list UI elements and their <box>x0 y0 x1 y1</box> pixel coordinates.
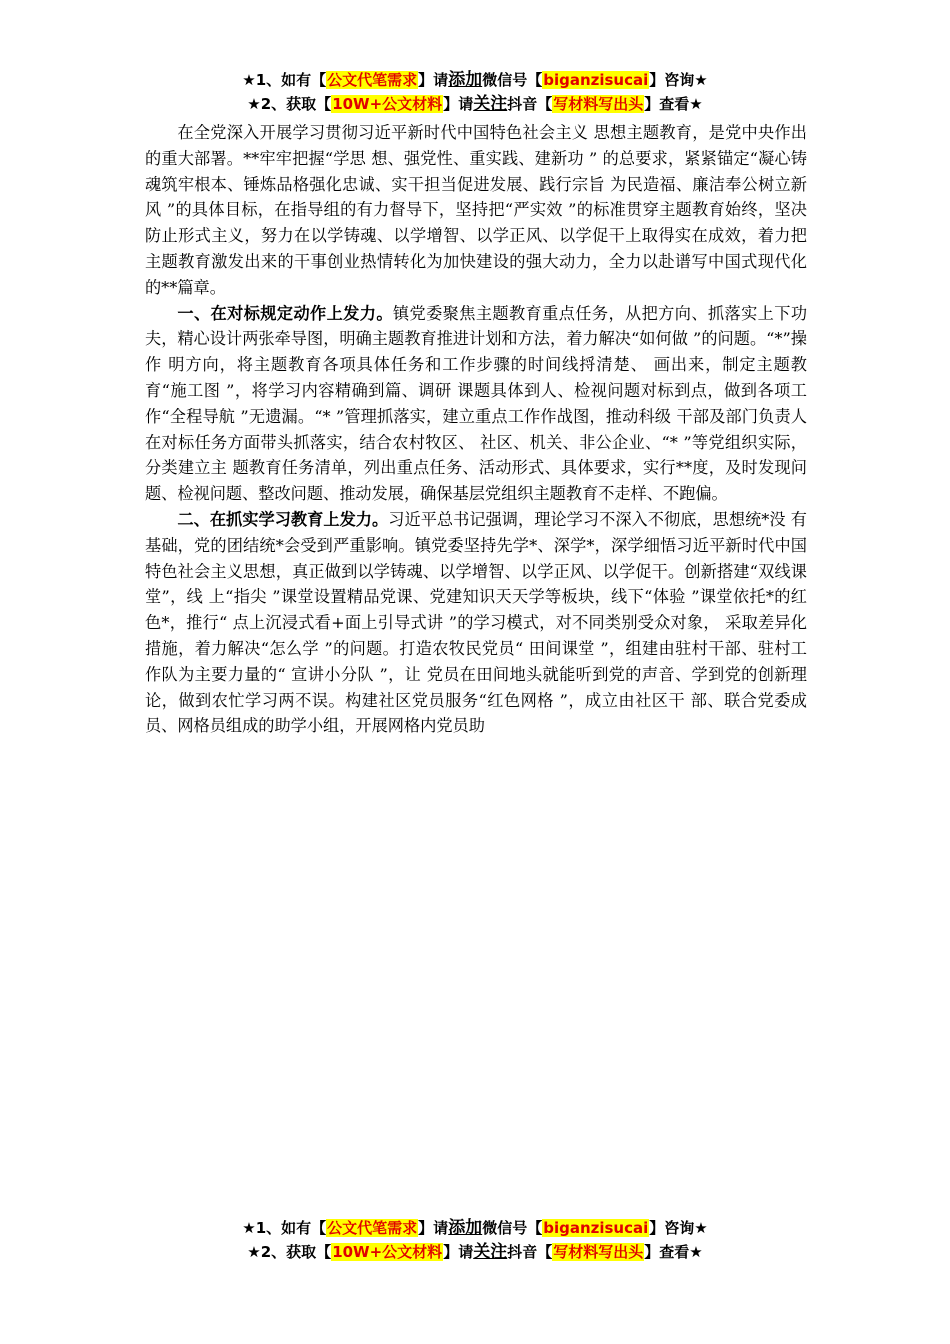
banner-text: 】请 <box>418 1219 449 1237</box>
highlight-materials: 10W+公文材料 <box>332 95 443 113</box>
banner-text: 】请 <box>443 1243 474 1261</box>
highlight-douyin-account: 写材料写出头 <box>553 95 644 113</box>
banner-text: ★1、如有【 <box>242 71 327 89</box>
banner-text: ★1、如有【 <box>242 1219 327 1237</box>
banner-text: 】咨询★ <box>649 71 708 89</box>
banner-text: 】查看★ <box>644 1243 703 1261</box>
highlight-wechat-id: biganzisucai <box>543 71 649 89</box>
highlight-service: 公文代笔需求 <box>327 71 418 89</box>
banner-text: 】查看★ <box>644 95 703 113</box>
banner-text: 抖音【 <box>507 95 553 113</box>
banner-text: 微信号【 <box>482 71 543 89</box>
banner-text: ★2、获取【 <box>247 1243 332 1261</box>
section-1-heading: 一、在对标规定动作上发力。 <box>177 303 393 323</box>
section-2-heading: 二、在抓实学习教育上发力。 <box>177 509 389 529</box>
highlight-wechat-id: biganzisucai <box>543 1219 649 1237</box>
section-2-paragraph <box>145 507 807 739</box>
highlight-service: 公文代笔需求 <box>327 1219 418 1237</box>
highlight-materials: 10W+公文材料 <box>332 1243 443 1261</box>
banner-line-2 <box>0 92 950 116</box>
section-1-paragraph <box>145 301 807 507</box>
emphasis-add: 添加 <box>448 1218 483 1238</box>
header-banner <box>0 68 950 116</box>
banner-line-1 <box>0 68 950 92</box>
banner-line-2 <box>0 1240 950 1264</box>
document-body <box>145 120 807 739</box>
banner-line-1 <box>0 1216 950 1240</box>
emphasis-follow: 关注 <box>473 1242 508 1262</box>
section-1-body: 镇党委聚焦主题教育重点任务，从把方向、抓落实上下功夫，精心设计两张牵导图，明确主题教育推进计划和方法，着力解决“如何做 ”的问题。“*”操作 明方向，将主题教育各项具体任务和工作步骤的时间线捋清楚、 画出来，制定主题教育“施工图 ”，将学习内容精确到篇、调研 课题具体到人、检视问题对标到点，做到各项工作“全程导航 ”无遗漏。“* ”管理抓落实，建立重点工作作战图，推动科级 干部及部门负责人在对标任务方面带头抓落实，结合农村牧区、 社区、机关、非公企业、“* ”等党组织实际，分类建立主 题教育任务清单，列出重点任务、活动形式、具体要求，实行**度，及时发现问题、检视问题、整改问题、推动发展，确保基层党组织主题教育不走样、不跑偏。 <box>145 303 808 504</box>
banner-text: 微信号【 <box>482 1219 543 1237</box>
banner-text: ★2、获取【 <box>247 95 332 113</box>
banner-text: 】请 <box>418 71 449 89</box>
banner-text: 】请 <box>443 95 474 113</box>
emphasis-add: 添加 <box>448 70 483 90</box>
footer-banner <box>0 1216 950 1264</box>
banner-text: 抖音【 <box>507 1243 553 1261</box>
emphasis-follow: 关注 <box>473 94 508 114</box>
section-2-body: 习近平总书记强调，理论学习不深入不彻底，思想统*没 有基础，党的团结统*会受到严重影响。镇党委坚持先学*、深学*，深学细悟习近平新时代中国特色社会主义思想，真正做到以学铸魂、以学增智、以学正风、以学促干。创新搭建“双线课堂”，线 上“指尖 ”课堂设置精品党课、党建知识天天学等板块，线下“体验 ”课堂依托*的红色*，推行“ 点上沉浸式看+面上引导式讲 ”的学习模式，对不同类别受众对象， 采取差异化措施，着力解决“怎么学 ”的问题。打造农牧民党员“ 田间课堂 ”，组建由驻村干部、驻村工作队为主要力量的“ 宣讲小分队 ”，让 党员在田间地头就能听到党的声音、学到党的创新理论，做到农忙学习两不误。构建社区党员服务“红色网格 ”，成立由社区干 部、联合党委成员、网格员组成的助学小组，开展网格内党员助 <box>145 509 807 736</box>
banner-text: 】咨询★ <box>649 1219 708 1237</box>
highlight-douyin-account: 写材料写出头 <box>553 1243 644 1261</box>
intro-paragraph: 在全党深入开展学习贯彻习近平新时代中国特色社会主义 思想主题教育，是党中央作出的重大部署。**牢牢把握“学思 想、强党性、重实践、建新功 ” 的总要求，紧紧锚定“凝心铸 魂筑牢根本、锤炼品格强化忠诚、实干担当促进发展、践行宗旨 为民造福、廉洁奉公树立新风 ”的具体目标，在指导组的有力督导下，坚持把“严实效 ”的标准贯穿主题教育始终，坚决防止形式主义，努力在以学铸魂、以学增智、以学正风、以学促干上取得实在成效，着力把主题教育激发出来的干事创业热情转化为加快建设的强大动力，全力以赴谱写中国式现代化的**篇章。 <box>145 123 807 297</box>
